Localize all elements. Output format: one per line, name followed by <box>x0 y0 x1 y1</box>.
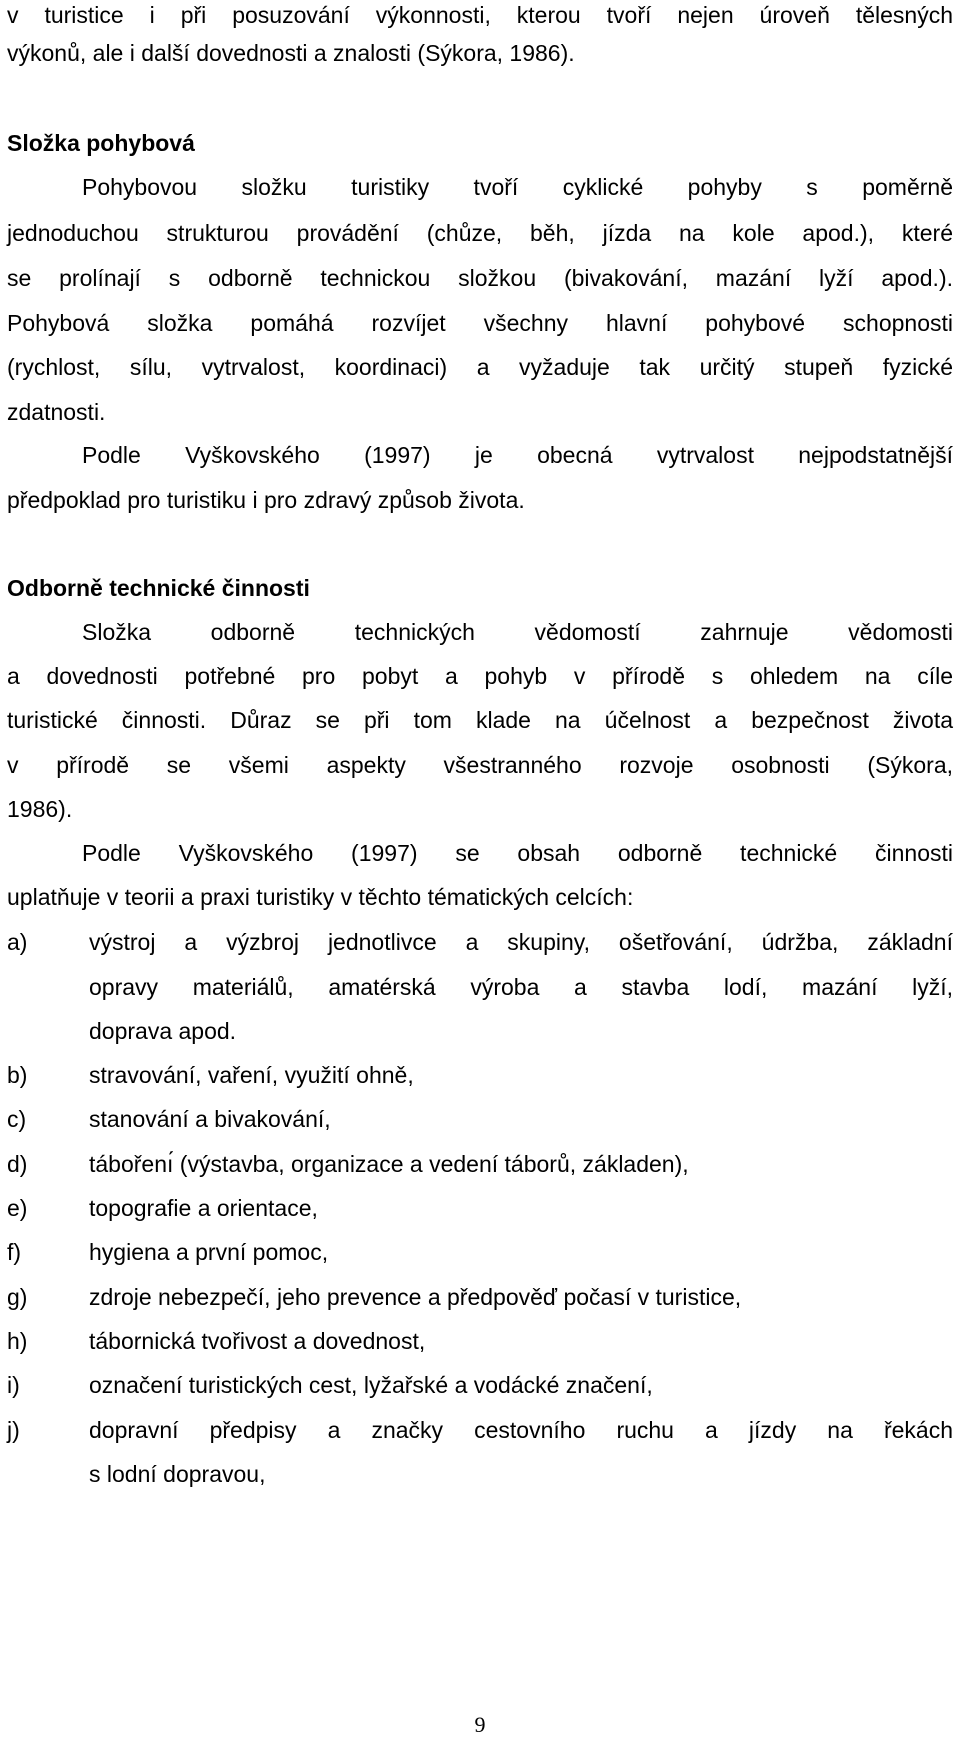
text-line: Podle Vyškovského (1997) se obsah odborně technické činnosti <box>82 840 953 866</box>
text-line: jednoduchou strukturou provádění (chůze, běh, jízda na kole apod.), které <box>7 220 953 246</box>
list-marker: g) <box>7 1284 28 1310</box>
list-marker: d) <box>7 1151 28 1177</box>
list-item-text: opravy materiálů, amatérská výroba a stavba lodí, mazání lyží, <box>89 974 953 1000</box>
list-item-continuation <box>7 1459 953 1489</box>
list-marker: e) <box>7 1195 28 1221</box>
text-line: v přírodě se všemi aspekty všestranného rozvoje osobnosti (Sýkora, <box>7 752 953 778</box>
list-item-text: hygiena a první pomoc, <box>89 1239 329 1265</box>
list-marker: f) <box>7 1239 22 1265</box>
section-heading: Složka pohybová <box>7 130 195 156</box>
list-item-text: tábornická tvořivost a dovednost, <box>89 1328 426 1354</box>
text-line: Podle Vyškovského (1997) je obecná vytrvalost nejpodstatnější <box>82 442 953 468</box>
list-item <box>7 1149 953 1179</box>
list-item-text: označení turistických cest, lyžařské a vodácké značení, <box>89 1372 653 1398</box>
list-item <box>7 927 953 957</box>
list-marker: b) <box>7 1062 28 1088</box>
text-line: se prolínají s odborně technickou složkou (bivakování, mazání lyží apod.). <box>7 265 953 291</box>
list-item <box>7 1370 953 1400</box>
list-item-text: topografie a orientace, <box>89 1195 318 1221</box>
list-item <box>7 1415 953 1445</box>
list-item-text: stravování, vaření, využití ohně, <box>89 1062 414 1088</box>
list-item-continuation <box>7 972 953 1002</box>
page-number: 9 <box>474 1712 486 1737</box>
list-item <box>7 1193 953 1223</box>
text-line: Pohybová složka pomáhá rozvíjet všechny hlavní pohybové schopnosti <box>7 310 953 336</box>
section-heading: Odborně technické činnosti <box>7 575 310 601</box>
list-item <box>7 1237 953 1267</box>
list-marker: c) <box>7 1106 27 1132</box>
list-item-text: výstroj a výzbroj jednotlivce a skupiny, ošetřování, údržba, základní <box>89 929 953 955</box>
text-line: turistické činnosti. Důraz se při tom klade na účelnost a bezpečnost života <box>7 707 953 733</box>
text-line: v turistice i při posuzování výkonnosti, kterou tvoří nejen úroveň tělesných <box>7 2 953 28</box>
list-item-text: zdroje nebezpečí, jeho prevence a předpověď počasí v turistice, <box>89 1284 742 1310</box>
list-item-continuation <box>7 1016 953 1046</box>
text-line: (rychlost, sílu, vytrvalost, koordinaci) a vyžaduje tak určitý stupeň fyzické <box>7 354 953 380</box>
text-line: předpoklad pro turistiku i pro zdravý způsob života. <box>7 487 525 513</box>
list-item <box>7 1104 953 1134</box>
text-line: zdatnosti. <box>7 399 106 425</box>
list-marker: a) <box>7 929 28 955</box>
list-item-text: dopravní předpisy a značky cestovního ruchu a jízdy na řekách <box>89 1417 953 1443</box>
list-item <box>7 1282 953 1312</box>
list-item-text: stanování a bivakování, <box>89 1106 331 1132</box>
list-item-text: doprava apod. <box>89 1018 237 1044</box>
list-marker: i) <box>7 1372 20 1398</box>
text-line: 1986). <box>7 796 73 822</box>
text-line: výkonů, ale i další dovednosti a znalosti (Sýkora, 1986). <box>7 40 575 66</box>
list-item-text: s lodní dopravou, <box>89 1461 266 1487</box>
text-line: a dovednosti potřebné pro pobyt a pohyb v přírodě s ohledem na cíle <box>7 663 953 689</box>
text-line: Složka odborně technických vědomostí zahrnuje vědomosti <box>82 619 953 645</box>
list-item <box>7 1060 953 1090</box>
list-marker: h) <box>7 1328 28 1354</box>
list-item <box>7 1326 953 1356</box>
text-line: Pohybovou složku turistiky tvoří cyklické pohyby s poměrně <box>82 174 953 200</box>
list-item-text: tábořenı́ (výstavba, organizace a vedení táborů, základen), <box>89 1151 689 1177</box>
text-line: uplatňuje v teorii a praxi turistiky v těchto tématických celcích: <box>7 884 634 910</box>
list-marker: j) <box>7 1417 20 1443</box>
